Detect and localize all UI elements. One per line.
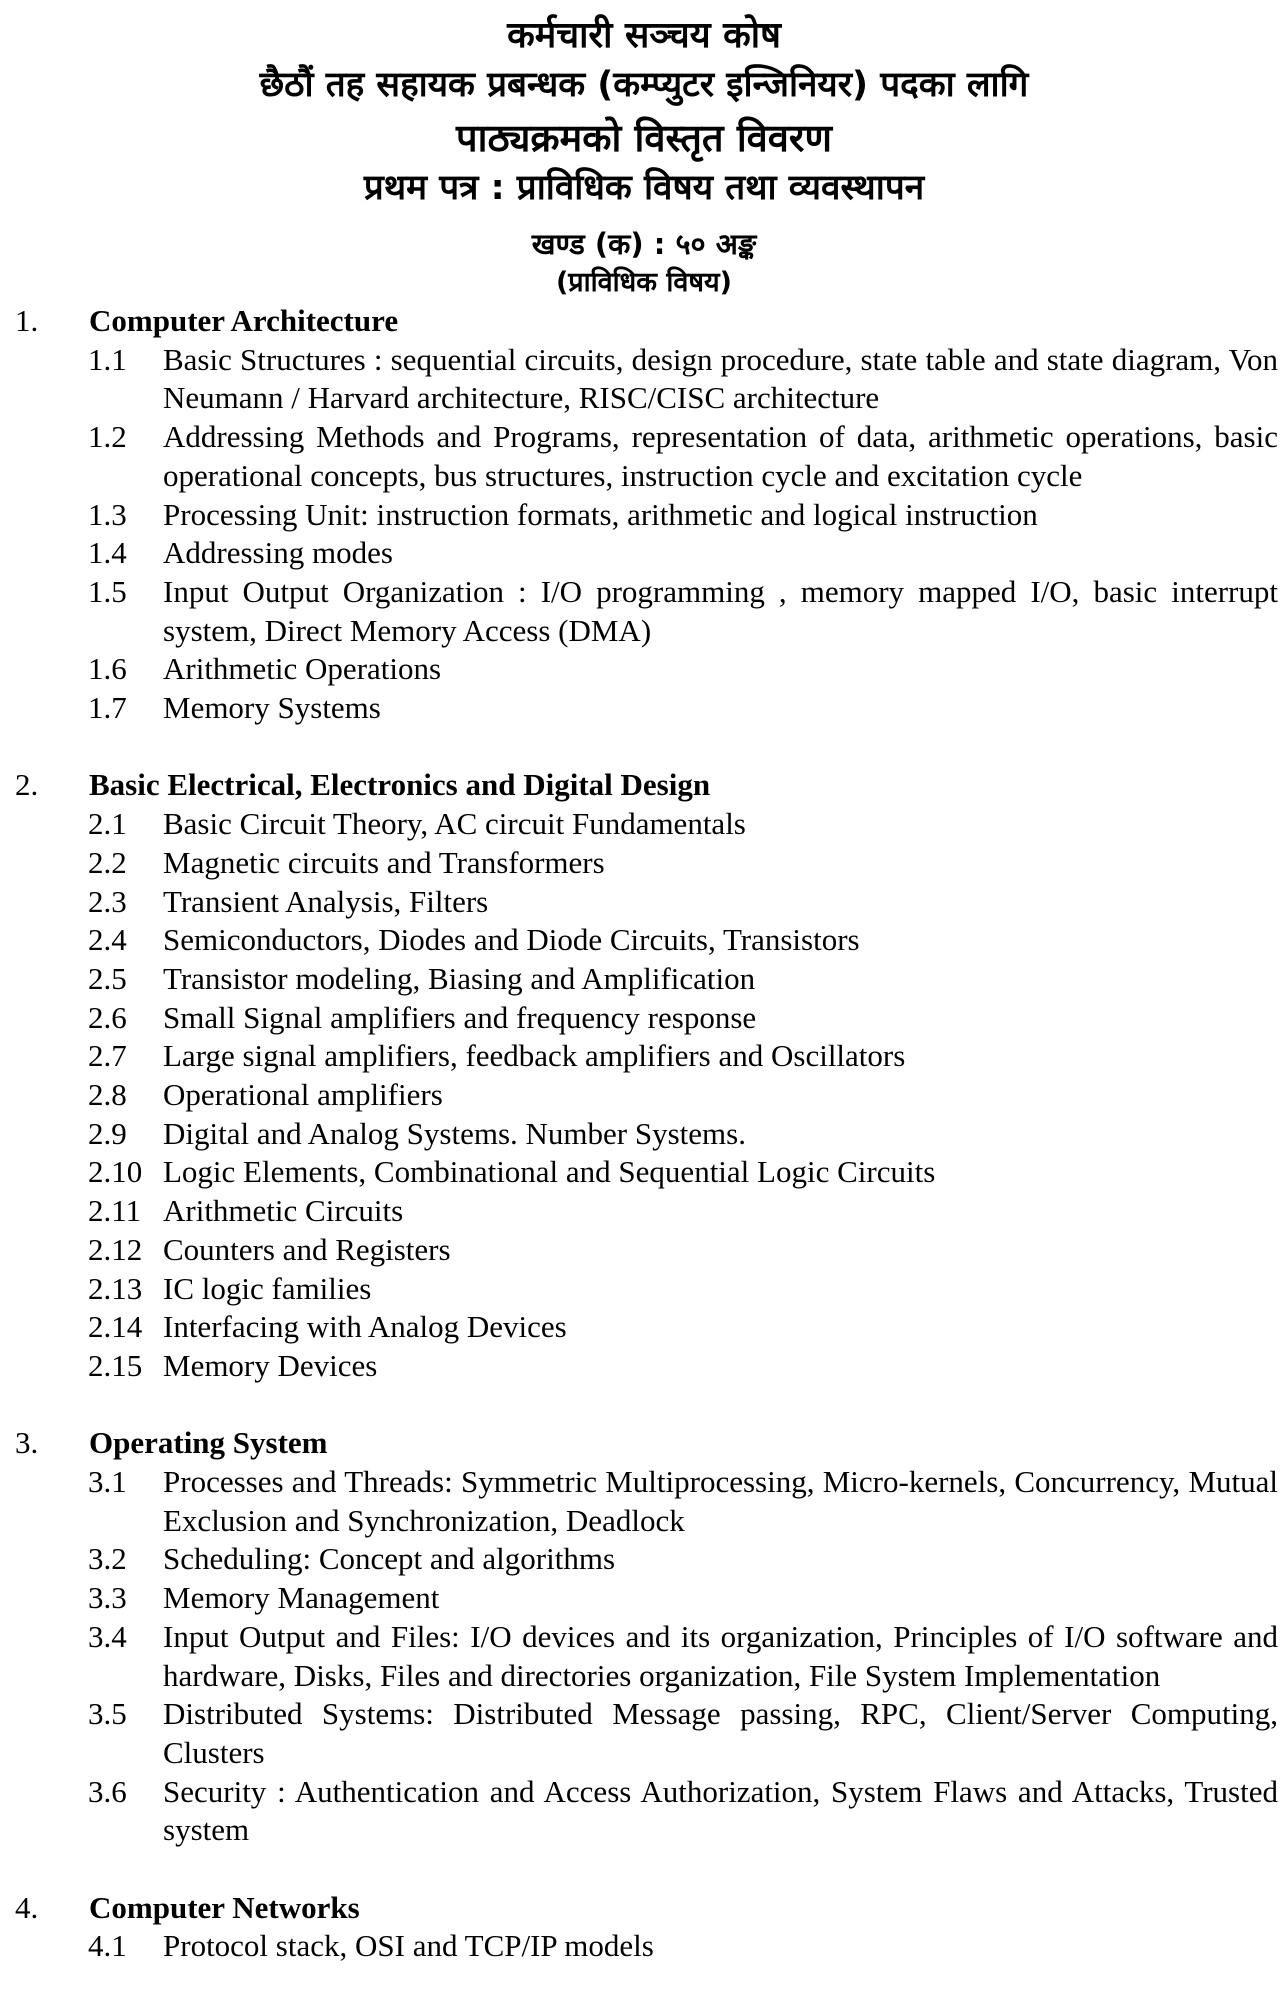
item-text: Security : Authentication and Access Authorization, System Flaws and Attacks, Trusted system [163,1773,1278,1848]
item-text: Memory Systems [163,690,381,726]
list-item [88,1037,1278,1076]
list-item [88,805,1278,844]
item-text: Distributed Systems: Distributed Message passing, RPC, Client/Server Computing, Clusters [163,1696,1278,1770]
item-number: 2.12 [88,1231,143,1267]
list-item [88,1308,1278,1347]
list-item [88,1115,1278,1154]
list-item [88,534,1278,573]
list-item [88,921,1278,960]
item-number: 1.2 [88,419,127,455]
list-item [88,1463,1278,1540]
section-number: 2. [15,767,39,803]
item-text: IC logic families [163,1270,372,1306]
list-item [88,650,1278,689]
list-item [88,1153,1278,1192]
item-number: 3.4 [88,1618,127,1654]
item-text: Digital and Analog Systems. Number Systems. [163,1115,746,1151]
list-item [88,418,1278,495]
list-item [88,1773,1278,1850]
item-number: 3.5 [88,1696,127,1732]
item-number: 4.1 [88,1928,127,1964]
list-item [88,883,1278,922]
item-text: Transient Analysis, Filters [163,883,489,919]
item-text: Processes and Threads: Symmetric Multiprocessing, Micro-kernels, Concurrency, Mutual Exclusion and Synchronization, Deadlock [163,1464,1278,1538]
list-item [88,341,1278,418]
list-item [88,1695,1278,1772]
item-number: 3.2 [88,1541,127,1577]
item-text: Protocol stack, OSI and TCP/IP models [163,1928,654,1964]
document-header [0,8,1288,296]
item-number: 1.3 [88,496,127,532]
section [0,1889,1288,1966]
item-text: Memory Devices [163,1347,378,1383]
section-number: 3. [15,1425,39,1461]
post-title: छैठौं तह सहायक प्रबन्धक (कम्प्युटर इन्जिनियर) पदका लागि [259,65,1029,105]
item-text: Magnetic circuits and Transformers [163,844,605,880]
item-number: 2.1 [88,806,127,842]
section-heading [0,1424,1288,1463]
item-number: 2.4 [88,922,127,958]
item-text: Basic Circuit Theory, AC circuit Fundamentals [163,806,746,842]
item-text: Small Signal amplifiers and frequency response [163,999,757,1035]
list-item [88,689,1278,728]
item-number: 2.5 [88,960,127,996]
section-number: 4. [15,1889,39,1925]
item-text: Scheduling: Concept and algorithms [163,1541,616,1577]
item-number: 3.1 [88,1464,127,1500]
list-item [88,1270,1278,1309]
list-item [88,496,1278,535]
section-title: Operating System [89,1425,328,1461]
part-marks: खण्ड (क) : ५० अङ्क [531,227,757,261]
list-item [88,1192,1278,1231]
list-item [88,1076,1278,1115]
item-number: 2.10 [88,1154,143,1190]
list-item [88,1231,1278,1270]
item-number: 2.2 [88,844,127,880]
item-number: 1.4 [88,535,127,571]
list-item [88,999,1278,1038]
list-item [88,1540,1278,1579]
list-item [88,1618,1278,1695]
item-text: Large signal amplifiers, feedback amplifiers and Oscillators [163,1038,906,1074]
item-number: 3.3 [88,1580,127,1616]
paper-title: प्रथम पत्र : प्राविधिक विषय तथा व्यवस्थापन [363,168,925,208]
section [0,1424,1288,1850]
item-text: Interfacing with Analog Devices [163,1309,567,1345]
item-text: Basic Structures : sequential circuits, design procedure, state table and state diagram, Von Neumann / Harvard architecture, RISC/CISC architecture [163,341,1278,416]
item-number: 1.6 [88,651,127,687]
item-number: 2.8 [88,1077,127,1113]
section-title: Computer Networks [89,1889,360,1925]
item-text: Input Output and Files: I/O devices and its organization, Principles of I/O software and hardware, Disks, Files and directories organization, File System Implementation [163,1618,1278,1693]
item-number: 2.14 [88,1309,143,1345]
item-number: 2.11 [88,1193,142,1229]
organization-name: कर्मचारी सञ्चय कोष [507,15,781,56]
section-heading [0,766,1288,805]
section-number: 1. [15,303,39,338]
item-text: Processing Unit: instruction formats, arithmetic and logical instruction [163,496,1038,532]
item-text: Arithmetic Circuits [163,1193,404,1229]
item-number: 2.7 [88,1038,127,1074]
item-number: 2.6 [88,999,127,1035]
item-number: 2.3 [88,883,127,919]
list-item [88,844,1278,883]
item-number: 3.6 [88,1773,127,1809]
item-text: Transistor modeling, Biasing and Amplification [163,960,756,996]
syllabus-title: पाठ्यक्रमको विस्तृत विवरण [456,116,832,160]
item-text: Semiconductors, Diodes and Diode Circuits, Transistors [163,922,860,958]
item-text: Addressing Methods and Programs, representation of data, arithmetic operations, basic operational concepts, bus structures, instruction cycle and excitation cycle [163,419,1278,493]
section-title: Basic Electrical, Electronics and Digital Design [89,767,711,803]
item-number: 1.1 [88,341,127,377]
section-heading [0,302,1288,341]
list-item [88,1579,1278,1618]
section [0,302,1288,728]
item-number: 1.7 [88,690,127,726]
item-number: 2.13 [88,1270,143,1306]
subject-label: (प्राविधिक विषय) [555,267,733,298]
list-item [88,960,1278,999]
item-text: Logic Elements, Combinational and Sequential Logic Circuits [163,1154,936,1190]
syllabus-content [0,302,1288,1966]
list-item [88,1927,1278,1966]
item-number: 1.5 [88,573,127,609]
item-text: Input Output Organization : I/O programming , memory mapped I/O, basic interrupt system, Direct Memory Access (DMA) [163,573,1278,648]
item-text: Counters and Registers [163,1231,451,1267]
item-text: Memory Management [163,1580,440,1616]
section-heading [0,1889,1288,1928]
section [0,766,1288,1385]
item-text: Operational amplifiers [163,1077,443,1113]
list-item [88,573,1278,650]
item-number: 2.9 [88,1115,127,1151]
section-title: Computer Architecture [89,303,399,338]
list-item [88,1347,1278,1386]
item-text: Arithmetic Operations [163,651,442,687]
item-number: 2.15 [88,1347,143,1383]
item-text: Addressing modes [163,535,393,571]
